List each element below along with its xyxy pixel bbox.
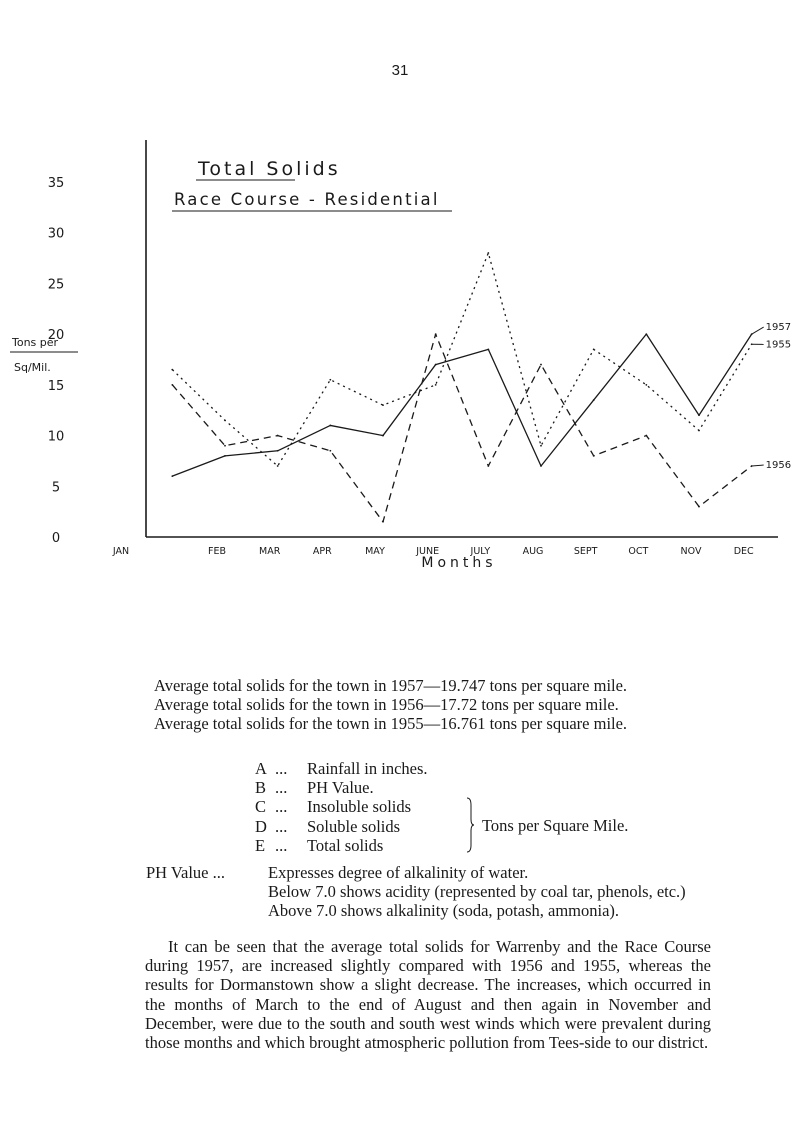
series-labels [752, 322, 791, 471]
discussion-paragraph: It can be seen that the average total solids for Warrenby and the Race Course during 1957, are increased slightly compared with 1956 and 1955, whereas the results for Dormanstown show a slight decrease. The increases, which occurred in the months of March to the end of August and then again in November and December, were due to the south and south west winds which were prevalent during those months and which brought atmospheric pollution from Tees-side to our district. [145, 937, 711, 1053]
data-point-1957 [487, 348, 489, 350]
page-number: 31 [391, 62, 409, 79]
key-dots: ... [275, 816, 288, 836]
x-axis-label: Months [421, 555, 497, 571]
data-point-1956 [435, 333, 437, 335]
y-axis-label-line2: Sq/Mil. [14, 361, 51, 374]
key-row [255, 817, 465, 836]
data-point-1957 [171, 475, 173, 477]
x-tick-label: NOV [680, 546, 702, 557]
data-point-1956 [224, 445, 226, 447]
data-point-1956 [698, 506, 700, 508]
key-dots: ... [275, 797, 288, 817]
ph-row [146, 882, 686, 901]
data-point-1957 [593, 399, 595, 401]
average-summary [154, 676, 714, 734]
key-description: Insoluble solids [307, 797, 412, 817]
y-axis-label-line1: Tons per [12, 336, 59, 349]
x-tick-label: MAR [259, 546, 281, 557]
x-tick-label: OCT [628, 546, 649, 557]
x-tick-label: MAY [365, 546, 385, 557]
ph-line: Above 7.0 shows alkalinity (soda, potash, ammonia). [268, 901, 620, 921]
ph-label-spacer [146, 882, 268, 901]
x-tick-label: DEC [733, 546, 754, 557]
series-lines [171, 252, 752, 523]
chart-subtitle: Race Course - Residential [174, 190, 440, 209]
key-letter: D [255, 816, 267, 836]
series-label-1957: 1957 [765, 322, 792, 334]
data-point-1956 [540, 364, 542, 366]
ph-row [146, 863, 686, 882]
ph-label: PH Value ... [146, 863, 225, 882]
y-tick-label: 10 [47, 429, 65, 445]
series-line-1957 [172, 334, 751, 476]
data-point-1955 [593, 348, 595, 350]
y-tick-label: 35 [47, 176, 65, 191]
key-unit: Tons per Square Mile. [482, 816, 629, 835]
summary-line-1956: Average total solids for the town in 1956—17.72 tons per square mile. [154, 695, 619, 715]
data-point-1956 [382, 521, 384, 523]
x-tick-label: SEPT [573, 546, 598, 557]
chart-title: Total Solids [198, 158, 341, 180]
x-tick-label: AUG [522, 546, 544, 557]
data-point-1957 [329, 425, 331, 427]
key-letter: A [255, 759, 267, 778]
key-dots: ... [275, 778, 288, 798]
key-row [255, 778, 465, 797]
series-line-1955 [172, 253, 751, 466]
data-point-1955 [171, 369, 173, 371]
key-row [255, 797, 465, 816]
data-point-1957 [224, 455, 226, 457]
series-label-leader-1957 [752, 327, 764, 334]
data-point-1955 [487, 252, 489, 254]
data-point-1957 [382, 435, 384, 437]
data-point-1955 [382, 404, 384, 406]
series-label-leader-1956 [752, 465, 764, 466]
data-point-1955 [277, 465, 279, 467]
y-tick-label: 5 [51, 480, 61, 496]
data-point-1956 [645, 435, 647, 437]
x-tick-label: APR [312, 546, 332, 557]
key-row [255, 836, 465, 855]
data-point-1955 [224, 419, 226, 421]
data-point-1955 [329, 379, 331, 381]
key-letter: E [255, 835, 266, 855]
data-point-1956 [593, 455, 595, 457]
data-point-1957 [435, 364, 437, 366]
y-tick-label: 25 [47, 277, 65, 293]
key-dots: ... [275, 759, 288, 778]
key-brace [466, 797, 474, 853]
data-point-1955 [698, 430, 700, 432]
data-point-1955 [645, 384, 647, 386]
y-tick-label: 0 [51, 531, 61, 546]
y-tick-label: 15 [47, 378, 65, 394]
data-point-1957 [645, 333, 647, 335]
summary-line-1957: Average total solids for the town in 1957—19.747 tons per square mile. [154, 676, 628, 695]
ph-label-spacer [146, 901, 268, 920]
x-tick-label: JAN [112, 546, 130, 557]
data-point-1957 [277, 450, 279, 452]
key-description: Soluble solids [307, 816, 401, 836]
data-point-1956 [277, 435, 279, 437]
y-tick-label: 30 [47, 226, 65, 242]
summary-line-1955: Average total solids for the town in 1955—16.761 tons per square mile. [154, 714, 628, 734]
key-description: Rainfall in inches. [307, 759, 428, 778]
key-dots: ... [275, 835, 288, 855]
ph-line: Below 7.0 shows acidity (represented by coal tar, phenols, etc.) [268, 882, 686, 902]
key-letter: C [255, 797, 267, 817]
data-point-1956 [329, 450, 331, 452]
data-point-1956 [487, 465, 489, 467]
total-solids-chart [0, 140, 800, 580]
ph-row [146, 901, 686, 920]
series-label-1955: 1955 [765, 339, 792, 351]
data-point-1955 [435, 384, 437, 386]
key-description: PH Value. [307, 778, 374, 798]
key-description: Total solids [307, 835, 384, 855]
data-point-1957 [698, 414, 700, 416]
data-point-1956 [171, 384, 173, 386]
x-tick-label: JUNE [416, 546, 440, 557]
key-letter: B [255, 778, 267, 798]
data-point-1957 [540, 465, 542, 467]
y-tick-label: 20 [47, 328, 65, 344]
key-list [255, 759, 465, 855]
data-point-1955 [540, 445, 542, 447]
ph-explanation [146, 863, 686, 921]
ph-line: Expresses degree of alkalinity of water. [268, 863, 529, 882]
series-label-1956: 1956 [765, 460, 792, 472]
key-row [255, 759, 465, 778]
x-tick-label: JULY [470, 546, 491, 557]
x-tick-label: FEB [208, 546, 226, 557]
